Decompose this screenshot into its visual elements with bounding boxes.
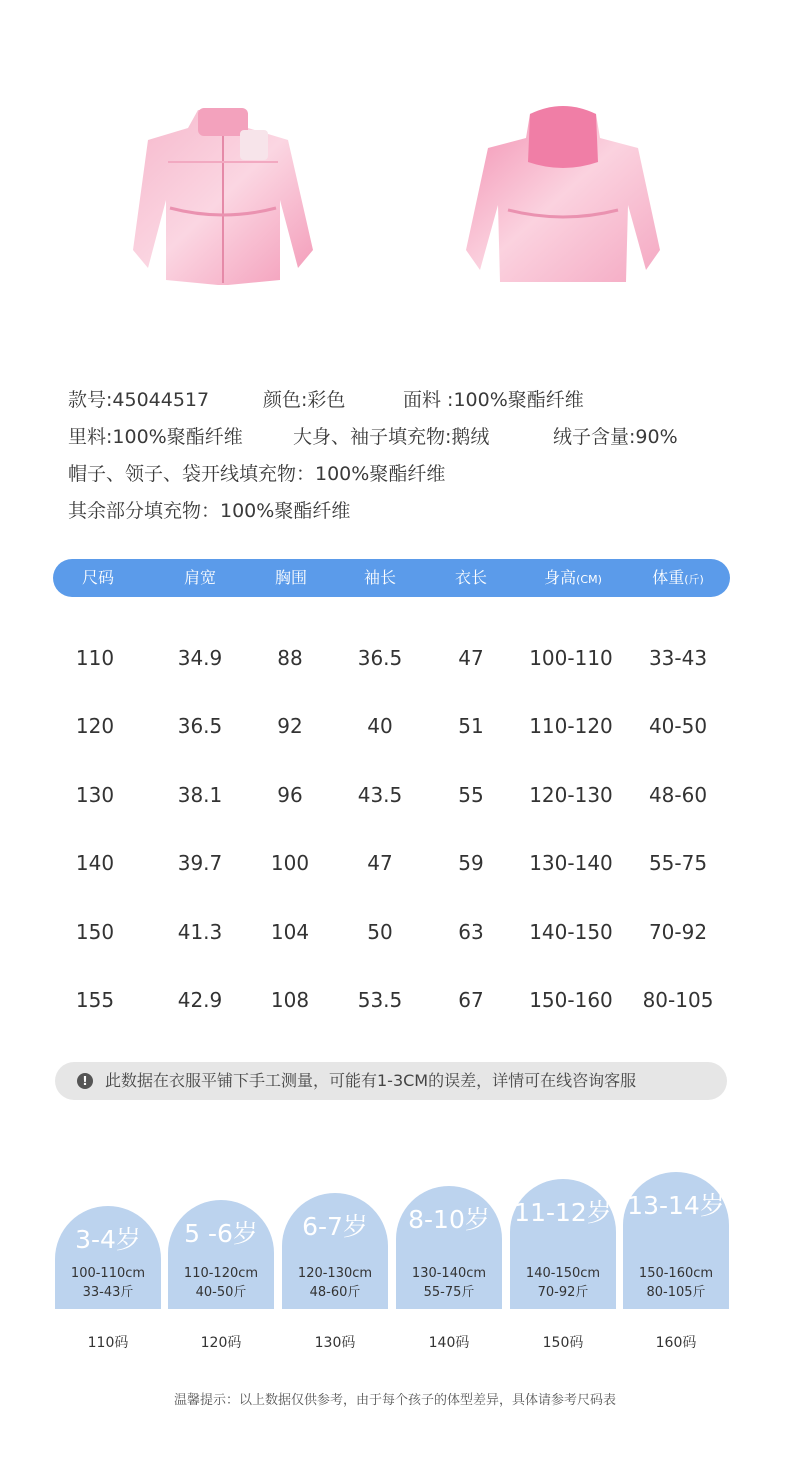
table-cell: 104 <box>270 920 310 944</box>
fabric-info: 面料 :100%聚酯纤维 <box>403 389 584 411</box>
measurement-note <box>55 1062 727 1100</box>
header-height-label: 身高 <box>544 568 577 587</box>
age-card <box>396 1186 502 1309</box>
table-cell: 67 <box>458 988 484 1012</box>
hood-fill-info: 帽子、领子、袋开线填充物：100%聚酯纤维 <box>68 463 446 485</box>
age-card <box>623 1172 729 1309</box>
table-cell: 50 <box>367 920 393 944</box>
table-cell: 34.9 <box>177 646 223 670</box>
table-cell: 55-75 <box>648 851 708 875</box>
age-height-range: 100-110cm <box>70 1266 146 1281</box>
table-cell: 96 <box>277 783 303 807</box>
age-label: 6-7岁 <box>302 1212 368 1241</box>
table-cell: 130 <box>75 783 115 807</box>
lining-info: 里料:100%聚酯纤维 <box>68 426 243 448</box>
age-height-range: 120-130cm <box>297 1266 373 1281</box>
table-cell: 92 <box>277 714 303 738</box>
size-code: 150码 <box>542 1335 584 1351</box>
table-cell: 38.1 <box>177 783 223 807</box>
table-cell: 47 <box>458 646 484 670</box>
size-code: 130码 <box>314 1335 356 1351</box>
age-weight-range: 80-105斤 <box>646 1285 706 1300</box>
age-label: 5 -6岁 <box>184 1219 258 1248</box>
table-cell: 43.5 <box>357 783 403 807</box>
table-cell: 140-150 <box>529 920 613 944</box>
header-length: 衣长 <box>454 568 487 587</box>
header-height-unit: (CM) <box>576 573 602 586</box>
age-label: 11-12岁 <box>514 1198 612 1227</box>
header-weight-label: 体重 <box>652 568 685 587</box>
header-height <box>523 559 623 597</box>
style-number: 款号:45044517 <box>68 389 210 411</box>
age-label: 8-10岁 <box>408 1205 490 1234</box>
header-chest: 胸围 <box>274 568 307 587</box>
table-cell: 41.3 <box>177 920 223 944</box>
table-cell: 88 <box>277 646 303 670</box>
table-cell: 47 <box>367 851 393 875</box>
color-info: 颜色:彩色 <box>263 389 346 411</box>
header-weight-unit: (斤) <box>684 573 704 586</box>
table-cell: 120 <box>75 714 115 738</box>
table-cell: 150 <box>75 920 115 944</box>
table-cell: 40-50 <box>648 714 708 738</box>
table-cell: 150-160 <box>529 988 613 1012</box>
table-cell: 110-120 <box>529 714 613 738</box>
size-code: 110码 <box>87 1335 129 1351</box>
table-cell: 140 <box>75 851 115 875</box>
table-cell: 100-110 <box>529 646 613 670</box>
table-cell: 120-130 <box>529 783 613 807</box>
table-cell: 36.5 <box>357 646 403 670</box>
age-card <box>55 1206 161 1309</box>
age-card <box>510 1179 616 1309</box>
table-cell: 110 <box>75 646 115 670</box>
age-label: 3-4岁 <box>75 1225 141 1254</box>
age-card <box>282 1193 388 1309</box>
table-cell: 80-105 <box>642 988 714 1012</box>
table-cell: 40 <box>367 714 393 738</box>
table-cell: 130-140 <box>529 851 613 875</box>
age-height-range: 130-140cm <box>411 1266 487 1281</box>
age-card <box>168 1200 274 1309</box>
age-weight-range: 55-75斤 <box>423 1285 475 1300</box>
body-fill-info: 大身、袖子填充物:鹅绒 <box>293 426 490 448</box>
table-cell: 42.9 <box>177 988 223 1012</box>
table-cell: 55 <box>458 783 484 807</box>
age-weight-range: 48-60斤 <box>309 1285 361 1300</box>
exclamation-icon: ! <box>77 1073 93 1089</box>
age-weight-range: 40-50斤 <box>195 1285 247 1300</box>
table-cell: 108 <box>270 988 310 1012</box>
jacket-back-image <box>448 100 678 300</box>
age-height-range: 110-120cm <box>183 1266 259 1281</box>
age-weight-range: 70-92斤 <box>537 1285 589 1300</box>
table-cell: 48-60 <box>648 783 708 807</box>
table-cell: 70-92 <box>648 920 708 944</box>
size-code: 120码 <box>200 1335 242 1351</box>
table-cell: 39.7 <box>177 851 223 875</box>
other-fill-info: 其余部分填充物：100%聚酯纤维 <box>68 500 351 522</box>
header-weight <box>638 559 718 597</box>
size-code: 160码 <box>655 1335 697 1351</box>
jacket-front-image <box>108 100 338 300</box>
table-cell: 33-43 <box>648 646 708 670</box>
age-label: 13-14岁 <box>627 1191 725 1220</box>
table-cell: 51 <box>458 714 484 738</box>
footer-tip: 温馨提示：以上数据仅供参考，由于每个孩子的体型差异，具体请参考尺码表 <box>173 1393 616 1408</box>
age-height-range: 140-150cm <box>525 1266 601 1281</box>
table-cell: 155 <box>75 988 115 1012</box>
table-cell: 53.5 <box>357 988 403 1012</box>
age-height-range: 150-160cm <box>638 1266 714 1281</box>
table-cell: 100 <box>270 851 310 875</box>
header-sleeve: 袖长 <box>363 568 396 587</box>
size-table-header <box>53 559 730 597</box>
down-content-info: 绒子含量:90% <box>553 426 678 448</box>
note-text: 此数据在衣服平铺下手工测量，可能有1-3CM的误差，详情可在线咨询客服 <box>105 1071 637 1090</box>
table-cell: 59 <box>458 851 484 875</box>
table-cell: 36.5 <box>177 714 223 738</box>
table-cell: 63 <box>458 920 484 944</box>
size-code: 140码 <box>428 1335 470 1351</box>
header-shoulder: 肩宽 <box>183 568 216 587</box>
age-weight-range: 33-43斤 <box>82 1285 134 1300</box>
header-size: 尺码 <box>81 568 114 587</box>
